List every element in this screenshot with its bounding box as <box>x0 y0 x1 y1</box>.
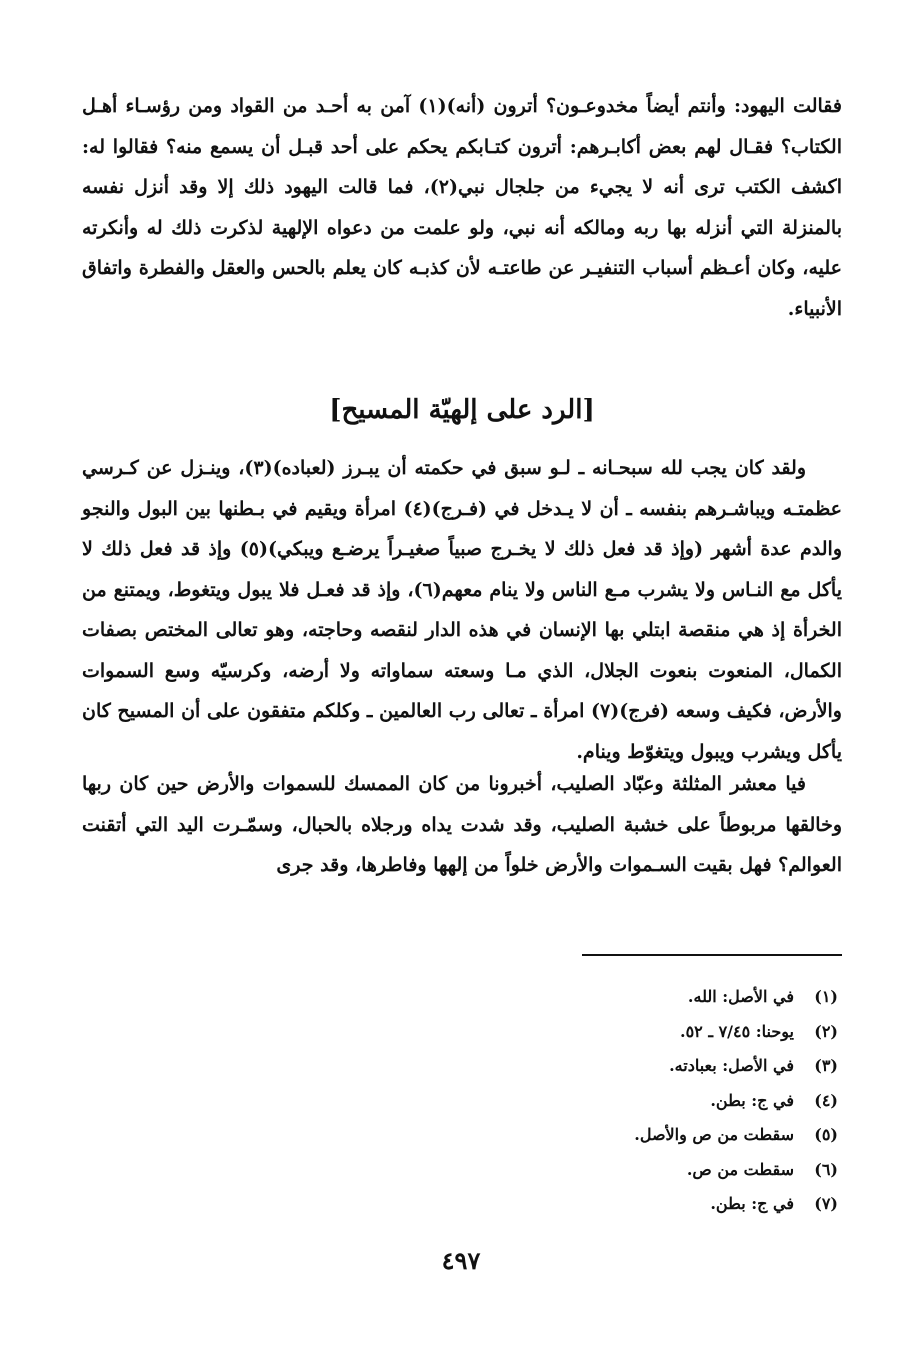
paragraph-1: فقالت اليهود: وأنتم أيضاً مخدوعـون؟ أترون (أنه)(١) آمن به أحـد من القواد ومن رؤسـاء أهـل الكتاب؟ فقـال لهم بعض أكابـرهم: أترون كتـابكم يحكم على أحد قبـل أن يسمع منه؟ فقالوا له: اكشف الكتب ترى أنه لا يجيء من جلجال نبي(٢)، فما قالت اليهود ذلك إلا وقد أنزل نفسه بالمنزلة التي أنزله بها ربه ومالكه أنه نبي، ولو علمت من دعواه الإلهية لذكرت ذلك له وأنكرته عليه، وكان أعـظم أسباب التنفيـر عن طاعتـه لأن كذبـه كان يعلم بالحس والعقل والفطرة واتفاق الأنبياء. <box>82 95 843 320</box>
footnote-item <box>398 1153 838 1188</box>
body-text-middle <box>82 448 842 772</box>
footnote-number: (٢) <box>814 1021 838 1041</box>
footnote-text: في الأصل: بعبادته. <box>669 1056 794 1075</box>
footnote-number: (١) <box>814 987 838 1006</box>
footnote-number: (٧) <box>814 1194 838 1213</box>
footnote-number: (٣) <box>814 1056 838 1075</box>
body-text-top <box>82 86 842 329</box>
footnote-text: في ج: بطن. <box>710 1194 794 1213</box>
footnote-text: سقطت من ص والأصل. <box>634 1125 794 1144</box>
footnote-number: (٥) <box>814 1125 838 1144</box>
footnote-divider <box>582 954 842 956</box>
footnote-text: في الأصل: الله. <box>687 987 794 1006</box>
paragraph-3: فيا معشر المثلثة وعبّاد الصليب، أخبرونا من كان الممسك للسموات والأرض حين كان ربها وخالقها مربوطاً على خشبة الصليب، وقد شدت يداه ورجلاه بالحبال، وسمّـرت اليد التي أتقنت العوالم؟ فهل بقيت السـموات والأرض خلواً من إلهها وفاطرها، وقد جرى <box>82 773 842 876</box>
footnote-item <box>398 1049 838 1084</box>
footnote-item <box>398 980 838 1015</box>
footnote-item <box>398 1118 838 1153</box>
section-heading: [الرد على إلهيّة المسيح] <box>329 395 595 425</box>
footnote-item <box>398 1084 838 1119</box>
footnote-text: سقطت من ص. <box>686 1159 794 1179</box>
footnote-item <box>398 1015 838 1050</box>
footnote-number: (٤) <box>814 1090 838 1110</box>
paragraph-2: ولقد كان يجب لله سبحـانه ـ لـو سبق في حكمته أن يبـرز (لعباده)(٣)، وينـزل عن كـرسي عظمتـه ويباشـرهم بنفسه ـ أن لا يـدخل في (فـرج)(٤) امرأة ويقيم في بـطنها بين البول والنجو والدم عدة أشهر (وإذ قد فعل ذلك لا يخـرج صبياً صغيـراً يرضـع ويبكي)(٥) وإذ قد فعل ذلك لا يأكل مع النـاس ولا يشرب مـع الناس ولا ينام معهم(٦)، وإذ قد فعـل فلا يبول ويتغوط، ويمتنع من الخرأة إذ هي منقصة ابتلي بها الإنسان في هذه الدار لنقصه وحاجته، وهو تعالى المختص بصفات الكمال، المنعوت بنعوت الجلال، الذي مـا وسعته سماواته ولا أرضه، وكرسيّه وسع السموات والأرض، فكيف وسعه (فرج)(٧) امرأة ـ تعالى رب العالمين ـ وكلكم متفقون على أن المسيح كان يأكل ويشرب ويبول ويتغوّط وينام. <box>82 457 843 763</box>
body-text-bottom <box>82 764 842 886</box>
footnotes-list <box>398 980 838 1222</box>
page-number: ٤٩٧ <box>441 1246 481 1275</box>
footnote-text: في ج: بطن. <box>710 1090 794 1110</box>
footnote-text: يوحنا: ٧/٤٥ ـ ٥٢. <box>679 1021 794 1041</box>
footnote-item <box>398 1187 838 1222</box>
footnote-number: (٦) <box>814 1159 838 1179</box>
